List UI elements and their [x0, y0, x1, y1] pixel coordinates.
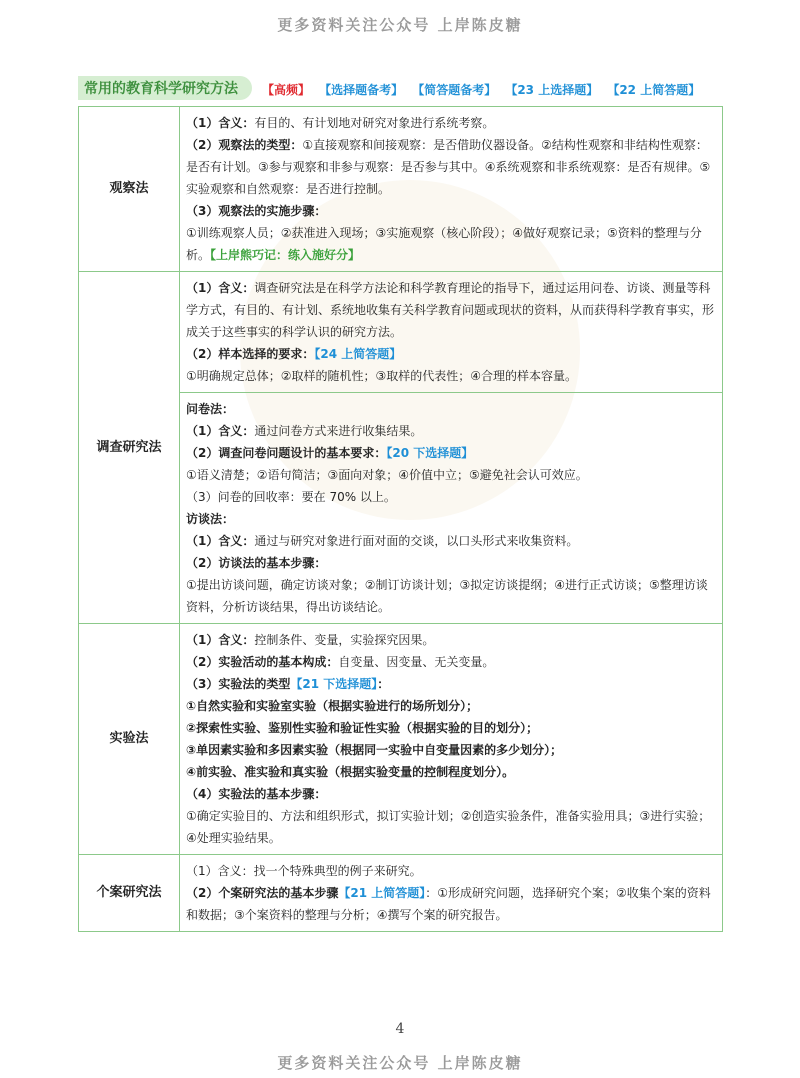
case-content [180, 855, 723, 932]
obs-def-label: （1）含义： [186, 116, 255, 130]
exp-types-tag: 【21 下选择题】 [290, 677, 378, 691]
tag-high-frequency: 【高频】 [262, 82, 311, 97]
i-def: 通过与研究对象进行面对面的交谈，以口头形式来收集资料。 [254, 534, 579, 548]
table-row [79, 107, 723, 272]
case-def: （1）含义：找一个特殊典型的例子来研究。 [186, 864, 422, 878]
survey-def: 调查研究法是在科学方法论和科学教育理论的指导下，通过运用问卷、访谈、测量等科学方式，有目的、有计划、系统地收集有关科学教育问题或现状的资料，从而获得科学教育事实，形成关于这些事实的科学认识的研究方法。 [186, 281, 715, 339]
obs-types-label: （2）观察法的类型： [186, 138, 303, 152]
exp-comp: 自变量、因变量、无关变量。 [338, 655, 495, 669]
q-def-label: （1）含义： [186, 424, 255, 438]
interview-title: 访谈法： [186, 512, 235, 526]
case-steps-label: （2）个案研究法的基本步骤 [186, 886, 339, 900]
methods-table [78, 106, 723, 932]
exp-comp-label: （2）实验活动的基本构成： [186, 655, 339, 669]
case-steps-tag: 【21 上简答题】 [338, 886, 426, 900]
exp-steps: ①确定实验目的、方法和组织形式，拟订实验计划；②创造实验条件，准备实验用具；③进行实验；④处理实验结果。 [186, 809, 711, 845]
obs-types: ①直接观察和间接观察：是否借助仪器设备。②结构性观察和非结构性观察：是否有计划。③参与观察和非参与观察：是否参与其中。④系统观察和非系统观察：是否有规律。⑤实验观察和自然观察：是否进行控制。 [186, 138, 711, 196]
tag-23-choice: 【23 上选择题】 [505, 82, 599, 97]
q-rate: （3）问卷的回收率：要在 70% 以上。 [186, 490, 396, 504]
exp-type-2: ②探索性实验、鉴别性实验和验证性实验（根据实验的目的划分）； [186, 721, 539, 735]
exp-types-colon: ： [377, 677, 390, 691]
observation-content [180, 107, 723, 272]
survey-def-label: （1）含义： [186, 281, 255, 295]
tag-short-answer-prep: 【简答题备考】 [412, 82, 497, 97]
exp-steps-label: （4）实验法的基本步骤： [186, 787, 327, 801]
q-req: ①语义清楚；②语句简洁；③面向对象；④价值中立；⑤避免社会认可效应。 [186, 468, 588, 482]
obs-steps-label: （3）观察法的实施步骤： [186, 204, 327, 218]
row-label-case: 个案研究法 [79, 855, 180, 932]
section-title: 常用的教育科学研究方法 [78, 76, 252, 100]
row-label-survey: 调查研究法 [79, 272, 180, 624]
exp-def-label: （1）含义： [186, 633, 255, 647]
q-def: 通过问卷方式来进行收集结果。 [254, 424, 423, 438]
sample-label: （2）样本选择的要求： [186, 347, 315, 361]
exp-type-1: ①自然实验和实验室实验（根据实验进行的场所划分）； [186, 699, 479, 713]
sample-tag: 【24 上简答题】 [314, 347, 402, 361]
obs-def: 有目的、有计划地对研究对象进行系统考察。 [254, 116, 495, 130]
exp-type-4: ④前实验、准实验和真实验（根据实验变量的控制程度划分）。 [186, 765, 515, 779]
questionnaire-title: 问卷法： [186, 402, 235, 416]
exp-type-3: ③单因素实验和多因素实验（根据同一实验中自变量因素的多少划分）； [186, 743, 563, 757]
table-row [79, 624, 723, 855]
row-label-observation: 观察法 [79, 107, 180, 272]
q-req-label: （2）调查问卷问题设计的基本要求： [186, 446, 387, 460]
i-steps: ①提出访谈问题，确定访谈对象；②制订访谈计划；③拟定访谈提纲；④进行正式访谈；⑤整理访谈资料，分析访谈结果，得出访谈结论。 [186, 578, 708, 614]
page-footer: 更多资料关注公众号 上岸陈皮糖 [277, 1054, 523, 1072]
table-row [79, 855, 723, 932]
questionnaire-interview-content [180, 393, 723, 624]
tag-choice-prep: 【选择题备考】 [319, 82, 404, 97]
section-title-bar [78, 76, 723, 100]
tag-list [262, 79, 704, 98]
experiment-content [180, 624, 723, 855]
exp-types-label: （3）实验法的类型 [186, 677, 291, 691]
case-steps: ：①形成研究问题，选择研究个案；②收集个案的资料和数据；③个案资料的整理与分析；④撰写个案的研究报告。 [186, 886, 711, 922]
i-def-label: （1）含义： [186, 534, 255, 548]
table-row [79, 272, 723, 393]
tag-22-short-answer: 【22 上简答题】 [607, 82, 701, 97]
i-steps-label: （2）访谈法的基本步骤： [186, 556, 327, 570]
sample-requirements: ①明确规定总体；②取样的随机性；③取样的代表性；④合理的样本容量。 [186, 369, 578, 383]
obs-tip: 【上岸熊巧记：练入施好分】 [210, 248, 361, 262]
survey-content [180, 272, 723, 393]
obs-steps: ①训练观察人员；②获准进入现场；③实施观察（核心阶段）；④做好观察记录；⑤资料的整理与分析。 [186, 226, 702, 262]
row-label-experiment: 实验法 [79, 624, 180, 855]
exp-def: 控制条件、变量，实验探究因果。 [254, 633, 435, 647]
q-req-tag: 【20 下选择题】 [386, 446, 474, 460]
page-number: 4 [395, 1021, 405, 1037]
page-header: 更多资料关注公众号 上岸陈皮糖 [277, 16, 523, 34]
